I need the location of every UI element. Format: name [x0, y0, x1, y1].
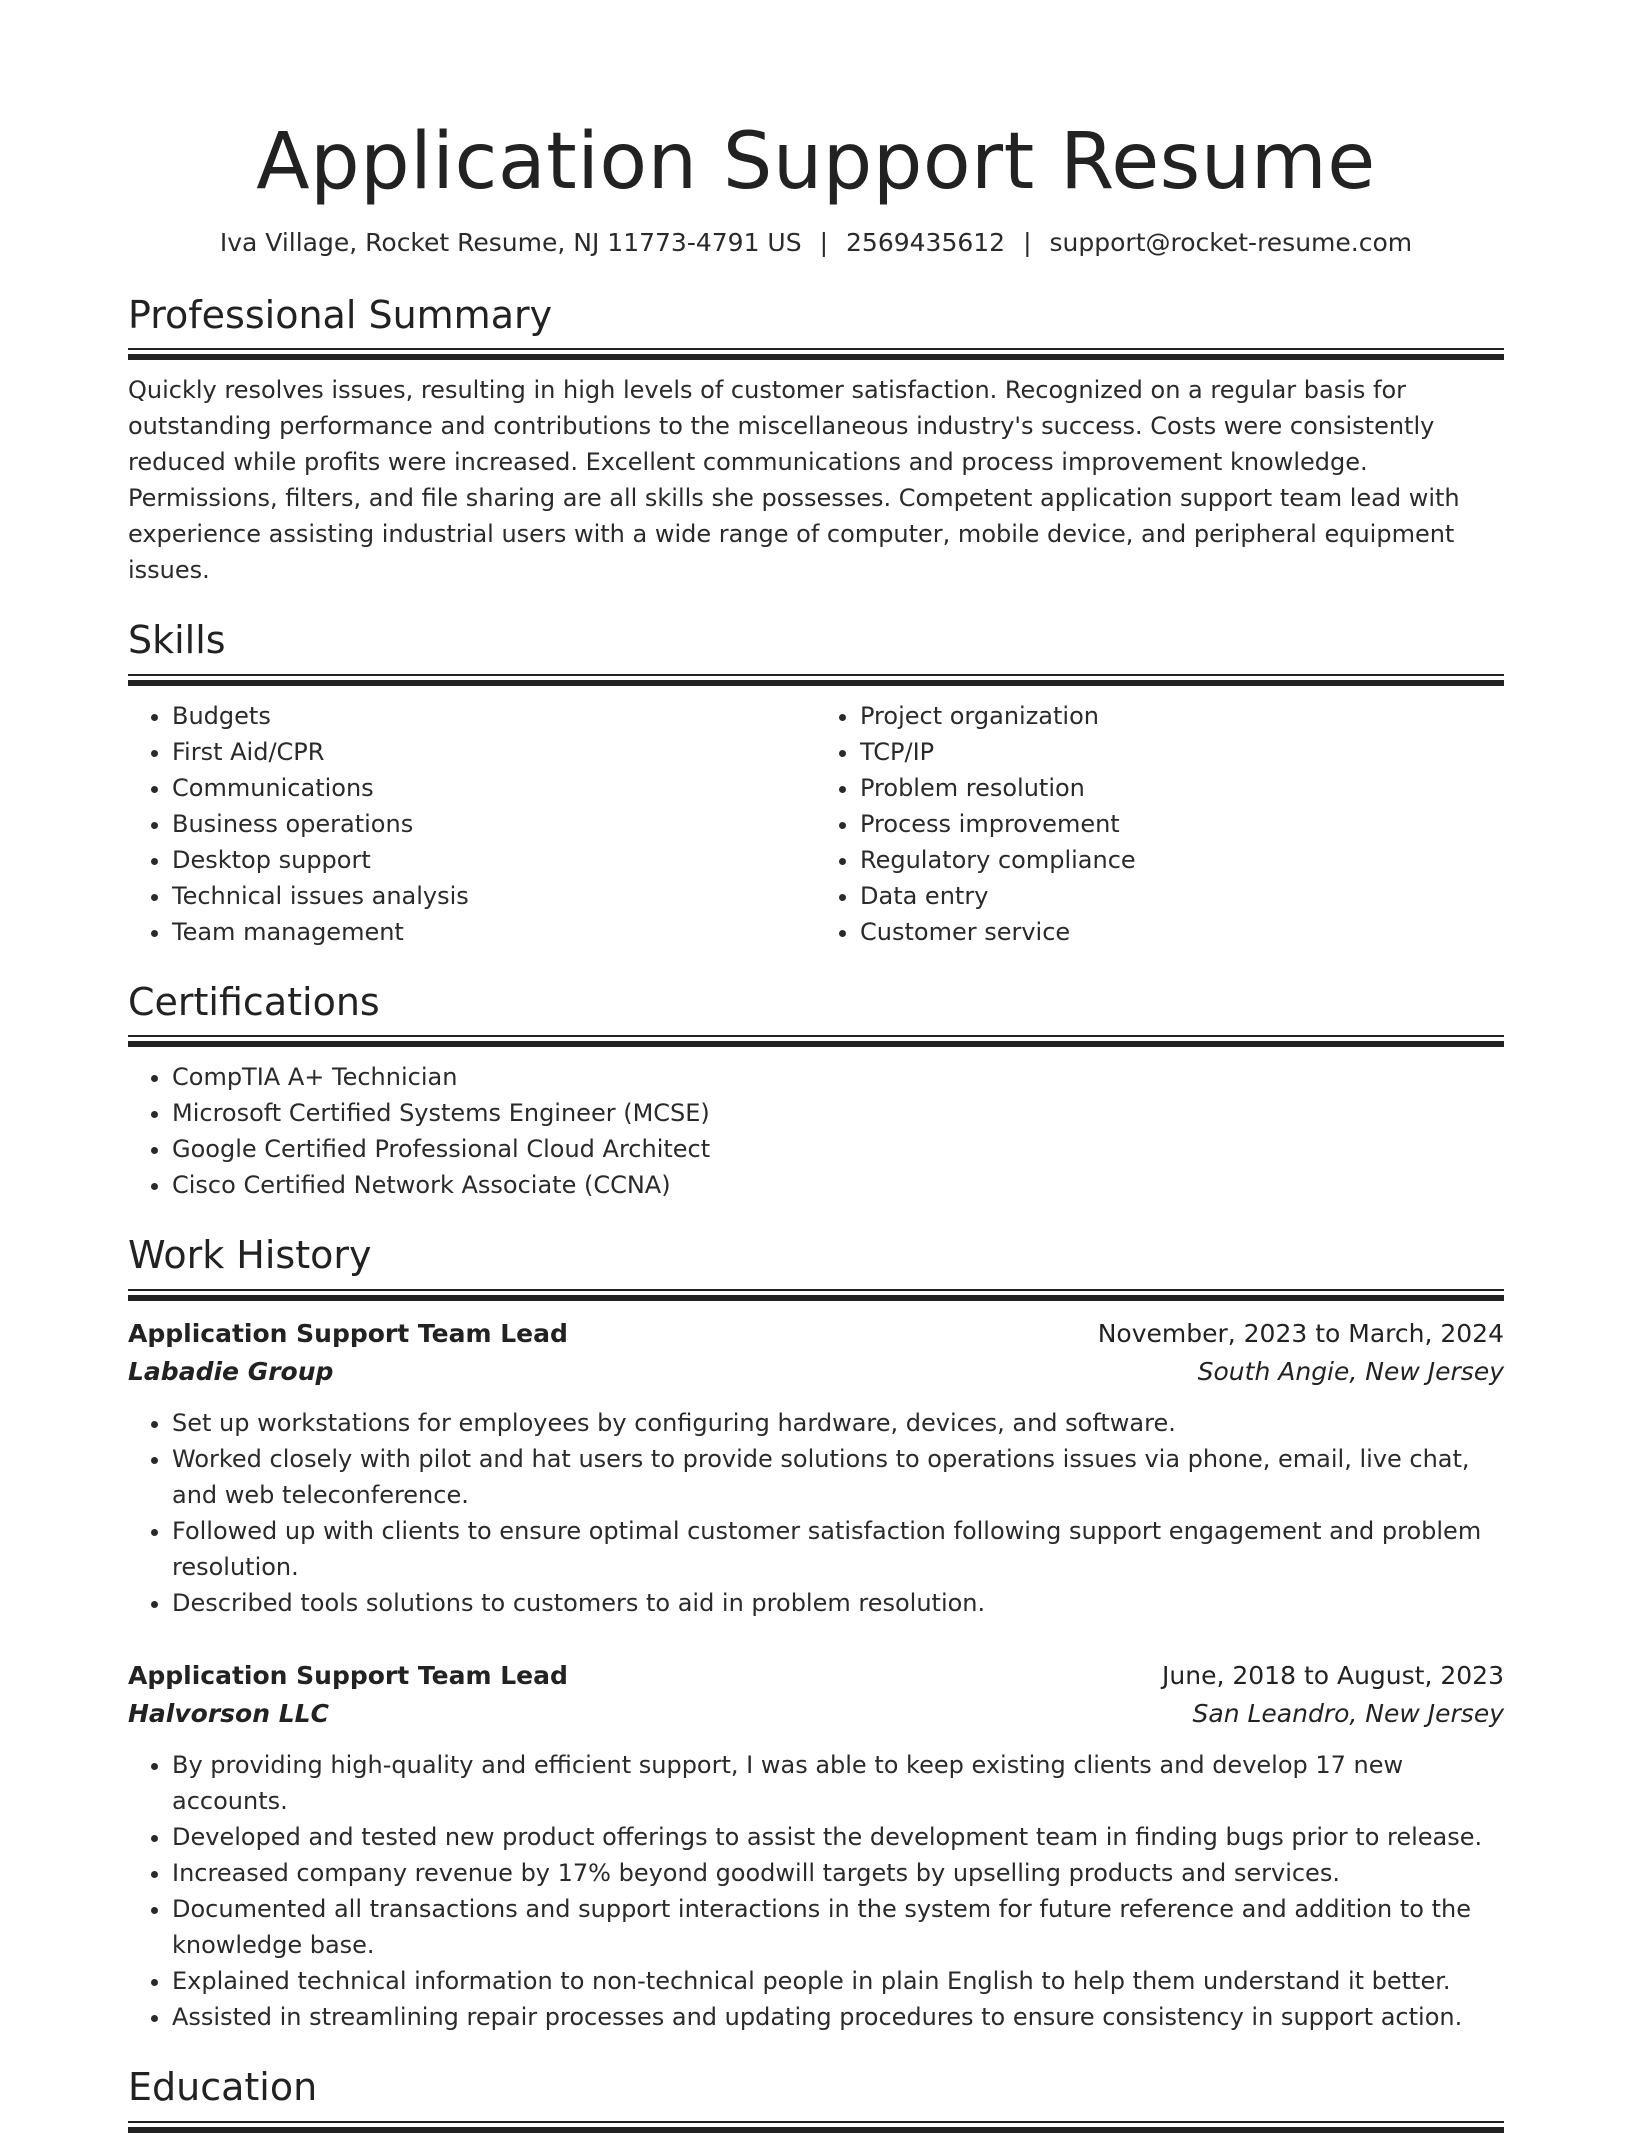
job-dates: November, 2023 to March, 2024: [1097, 1319, 1504, 1349]
section-divider: [128, 1035, 1504, 1047]
work-heading: Work History: [128, 1233, 372, 1278]
job-company: Labadie Group: [128, 1357, 334, 1387]
skills-section: [128, 618, 1504, 950]
resume-page: [128, 118, 1504, 2133]
section-divider: [128, 348, 1504, 360]
list-item: • Communications: [172, 770, 816, 806]
list-item: • Increased company revenue by 17% beyond goodwill targets by upselling products and services.: [172, 1855, 1504, 1891]
job-dates: June, 2018 to August, 2023: [1162, 1661, 1504, 1691]
skills-grid: [128, 686, 1504, 950]
list-item: • Explained technical information to non-technical people in plain English to help them understand it better.: [172, 1963, 1504, 1999]
list-item: • Documented all transactions and support interactions in the system for future reference and addition to the knowledge base.: [172, 1891, 1504, 1963]
work-section: [128, 1233, 1504, 2035]
address: Iva Village, Rocket Resume, NJ 11773-4791 US: [219, 227, 802, 257]
job-title: Application Support Team Lead: [128, 1661, 568, 1691]
job-header-row: [128, 1657, 1504, 1695]
job-company-row: [128, 1695, 1504, 1733]
certifications-section: [128, 980, 1504, 1204]
list-item: • TCP/IP: [860, 734, 1504, 770]
job-entry: [128, 1657, 1504, 2035]
job-header-row: [128, 1315, 1504, 1353]
list-item: • Problem resolution: [860, 770, 1504, 806]
job-bullets: [128, 1747, 1504, 2035]
job-entry: [128, 1315, 1504, 1621]
resume-title: Application Support Resume: [256, 117, 1376, 207]
list-item: • Cisco Certified Network Associate (CCNA): [172, 1167, 1504, 1203]
list-item: • Data entry: [860, 878, 1504, 914]
list-item: • Technical issues analysis: [172, 878, 816, 914]
skills-heading: Skills: [128, 618, 226, 663]
section-divider: [128, 674, 1504, 686]
list-item: • Project organization: [860, 698, 1504, 734]
email: support@rocket-resume.com: [1049, 227, 1413, 257]
contact-line: [128, 228, 1504, 257]
education-section: [128, 2065, 1504, 2133]
job-location: San Leandro, New Jersey: [1192, 1699, 1504, 1729]
list-item: • Budgets: [172, 698, 816, 734]
list-item: • Process improvement: [860, 806, 1504, 842]
list-item: • Microsoft Certified Systems Engineer (MCSE): [172, 1095, 1504, 1131]
summary-section: [128, 293, 1504, 589]
list-item: • Worked closely with pilot and hat users to provide solutions to operations issues via phone, email, live chat, and web teleconference.: [172, 1441, 1504, 1513]
certifications-list: [128, 1059, 1504, 1203]
jobs-list: [128, 1315, 1504, 2035]
list-item: • CompTIA A+ Technician: [172, 1059, 1504, 1095]
certifications-heading: Certifications: [128, 979, 380, 1024]
phone: 2569435612: [846, 227, 1006, 257]
job-bullets: [128, 1405, 1504, 1621]
education-heading: Education: [128, 2065, 318, 2110]
list-item: • Described tools solutions to customers to aid in problem resolution.: [172, 1585, 1504, 1621]
list-item: • Business operations: [172, 806, 816, 842]
list-item: • Regulatory compliance: [860, 842, 1504, 878]
list-item: • Assisted in streamlining repair processes and updating procedures to ensure consistency in support action.: [172, 1999, 1504, 2035]
list-item: • Developed and tested new product offerings to assist the development team in finding bugs prior to release.: [172, 1819, 1504, 1855]
list-item: • Set up workstations for employees by configuring hardware, devices, and software.: [172, 1405, 1504, 1441]
job-company: Halvorson LLC: [128, 1699, 329, 1729]
list-item: • First Aid/CPR: [172, 734, 816, 770]
list-item: • Desktop support: [172, 842, 816, 878]
summary-text: Quickly resolves issues, resulting in high levels of customer satisfaction. Recognized on a regular basis for outstanding performance and contributions to the miscellaneous industry's success. Costs were consistently reduced while profits were increased. Excellent communications and process improvement knowledge. Permissions, filters, and file sharing are all skills she possesses. Competent application support team lead with experience assisting industrial users with a wide range of computer, mobile device, and peripheral equipment issues.: [128, 376, 1460, 585]
list-item: • By providing high-quality and efficient support, I was able to keep existing clients and develop 17 new accounts.: [172, 1747, 1504, 1819]
skills-list-left: [128, 698, 816, 950]
list-item: • Customer service: [860, 914, 1504, 950]
job-title: Application Support Team Lead: [128, 1319, 568, 1349]
list-item: • Google Certified Professional Cloud Architect: [172, 1131, 1504, 1167]
section-divider: [128, 2121, 1504, 2133]
job-location: South Angie, New Jersey: [1197, 1357, 1504, 1387]
job-company-row: [128, 1353, 1504, 1391]
contact-separator: |: [1023, 227, 1032, 257]
summary-heading: Professional Summary: [128, 292, 553, 337]
list-item: • Team management: [172, 914, 816, 950]
contact-separator: |: [819, 227, 829, 257]
list-item: • Followed up with clients to ensure optimal customer satisfaction following support engagement and problem resolution.: [172, 1513, 1504, 1585]
section-divider: [128, 1289, 1504, 1301]
skills-list-right: [816, 698, 1504, 950]
